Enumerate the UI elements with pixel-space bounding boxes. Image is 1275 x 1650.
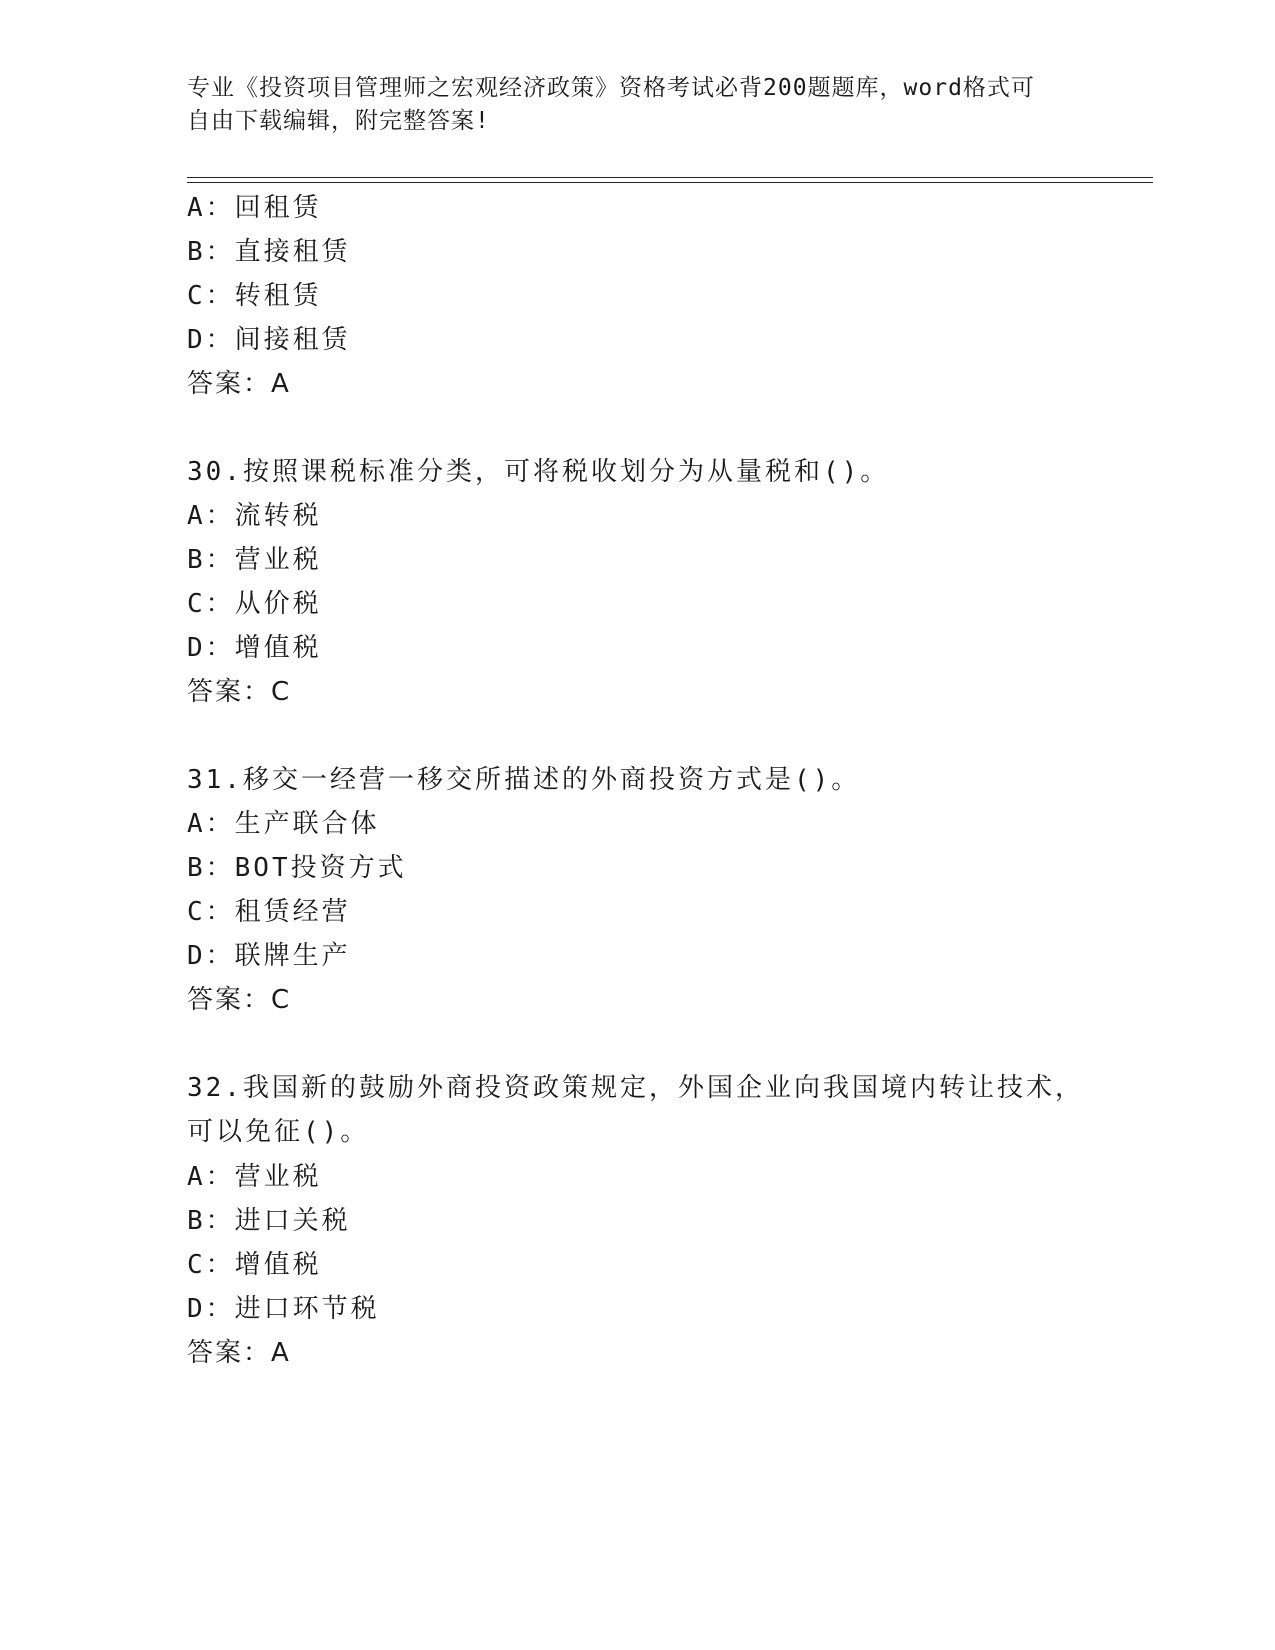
q31-option-a: A：生产联合体 [187, 809, 380, 839]
q32-option-b: B：进口关税 [187, 1206, 351, 1236]
header-line-1: 专业《投资项目管理师之宏观经济政策》资格考试必背200题题库，word格式可 [187, 75, 1035, 101]
q31-option-d: D：联牌生产 [187, 941, 351, 971]
q32-option-c: C：增值税 [187, 1250, 322, 1280]
q31-option-b: B：BOT投资方式 [187, 853, 407, 883]
q29-option-c: C：转租赁 [187, 281, 322, 311]
header-divider-top [187, 177, 1153, 178]
q31-option-c: C：租赁经营 [187, 897, 351, 927]
document-header [187, 72, 1087, 138]
q30-option-a: A：流转税 [187, 501, 322, 531]
q29-option-d: D：间接租赁 [187, 325, 351, 355]
q32-option-a: A：营业税 [187, 1162, 322, 1192]
q29-option-b: B：直接租赁 [187, 237, 351, 267]
q32-question-line-2: 可以免征()。 [187, 1117, 370, 1147]
q30-question: 30.按照课税标准分类，可将税收划分为从量税和()。 [187, 457, 890, 487]
q31-question: 31.移交一经营一移交所描述的外商投资方式是()。 [187, 765, 861, 795]
q32-answer: 答案：A [187, 1338, 291, 1368]
q30-option-c: C：从价税 [187, 589, 322, 619]
q31-answer: 答案：C [187, 985, 292, 1015]
q32-question-line-1: 32.我国新的鼓励外商投资政策规定，外国企业向我国境内转让技术， [187, 1073, 1084, 1103]
q29-answer: 答案：A [187, 369, 291, 399]
header-divider-bottom [187, 182, 1153, 183]
header-line-2: 自由下载编辑，附完整答案! [187, 108, 490, 134]
q32-option-d: D：进口环节税 [187, 1294, 380, 1324]
q29-option-a: A：回租赁 [187, 193, 322, 223]
q30-option-d: D：增值税 [187, 633, 322, 663]
q30-answer: 答案：C [187, 677, 292, 707]
q30-option-b: B：营业税 [187, 545, 322, 575]
